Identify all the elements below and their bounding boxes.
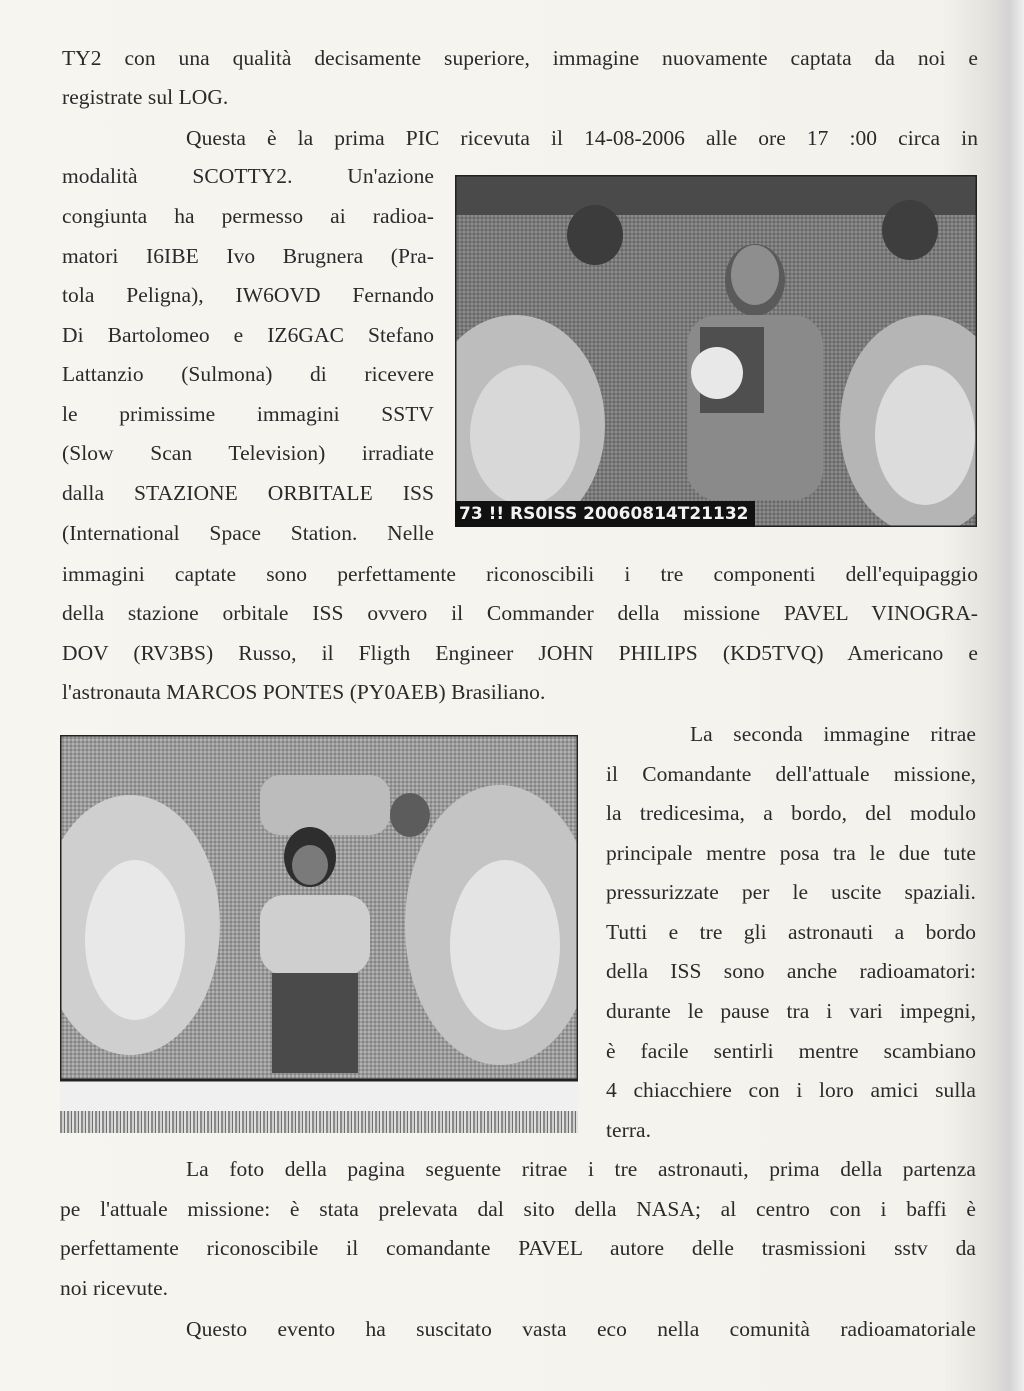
text-line: DOV (RV3BS) Russo, il Fligth Engineer JOHN PHILIPS (KD5TVQ) Americano e — [62, 641, 978, 665]
text-line: terra. — [606, 1118, 652, 1142]
signal-noise-strip — [60, 1111, 578, 1133]
text-line: noi ricevute. — [60, 1276, 169, 1300]
text-line: congiunta ha permesso ai radioa- — [62, 204, 434, 228]
text-line: pe l'attuale missione: è stata prelevata dal sito della NASA; al centro con i baffi è — [60, 1197, 976, 1221]
sstv-photo-2 — [60, 735, 578, 1133]
text-line: TY2 con una qualità decisamente superiore, immagine nuovamente captata da noi e — [62, 46, 978, 70]
text-line: è facile sentirli mentre scambiano — [606, 1039, 976, 1063]
text-line: La foto della pagina seguente ritrae i tre astronauti, prima della partenza — [186, 1157, 976, 1181]
text-line: le primissime immagini SSTV — [62, 402, 434, 426]
photo-1-graphic — [455, 175, 977, 527]
text-line: Tutti e tre gli astronauti a bordo — [606, 920, 976, 944]
text-line: (International Space Station. Nelle — [62, 521, 434, 545]
text-line: tola Peligna), IW6OVD Fernando — [62, 283, 434, 307]
text-line: il Comandante dell'attuale missione, — [606, 762, 976, 786]
text-line: durante le pause tra i vari impegni, — [606, 999, 976, 1023]
text-line: Questo evento ha suscitato vasta eco nella comunità radioamatoriale — [186, 1317, 976, 1341]
text-line: perfettamente riconoscibile il comandante PAVEL autore delle trasmissioni sstv da — [60, 1236, 976, 1260]
sstv-photo-1 — [455, 175, 977, 527]
text-line: la tredicesima, a bordo, del modulo — [606, 801, 976, 825]
text-line: pressurizzate per le uscite spaziali. — [606, 880, 976, 904]
text-line: (Slow Scan Television) irradiate — [62, 441, 434, 465]
text-line: principale mentre posa tra le due tute — [606, 841, 976, 865]
text-line: Lattanzio (Sulmona) di ricevere — [62, 362, 434, 386]
text-line: La seconda immagine ritrae — [690, 722, 976, 746]
text-line: l'astronauta MARCOS PONTES (PY0AEB) Brasiliano. — [62, 680, 546, 704]
text-line: matori I6IBE Ivo Brugnera (Pra- — [62, 244, 434, 268]
photo-2-graphic — [60, 735, 578, 1105]
text-line: Di Bartolomeo e IZ6GAC Stefano — [62, 323, 434, 347]
text-line: Questa è la prima PIC ricevuta il 14-08-2006 alle ore 17 :00 circa in — [186, 126, 978, 150]
text-line: 4 chiacchiere con i loro amici sulla — [606, 1078, 976, 1102]
text-line: immagini captate sono perfettamente riconoscibili i tre componenti dell'equipaggio — [62, 562, 978, 586]
text-line: dalla STAZIONE ORBITALE ISS — [62, 481, 434, 505]
text-line: della stazione orbitale ISS ovvero il Commander della missione PAVEL VINOGRA- — [62, 601, 978, 625]
page-binding-shadow — [998, 0, 1024, 1391]
text-line: modalità SCOTTY2. Un'azione — [62, 164, 434, 188]
text-line: registrate sul LOG. — [62, 85, 229, 109]
text-line: della ISS sono anche radioamatori: — [606, 959, 976, 983]
sstv-callsign-caption: 73 !! RS0ISS 20060814T21132 — [455, 501, 755, 527]
